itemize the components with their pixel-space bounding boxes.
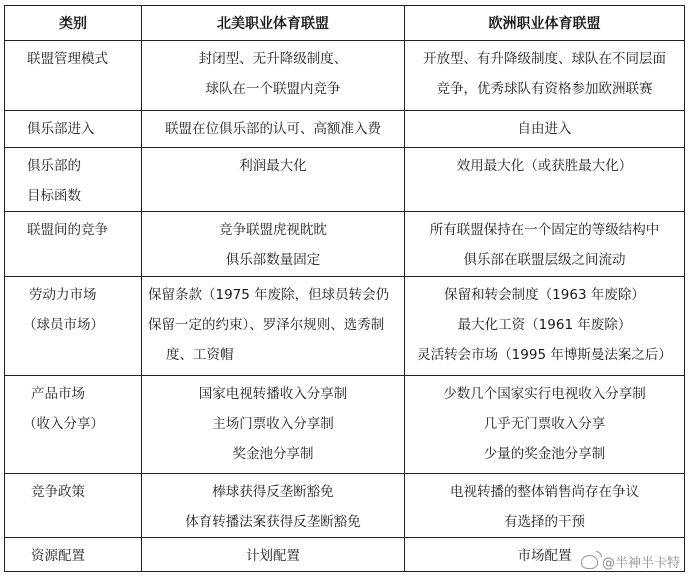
- row-north-america: [142, 212, 405, 277]
- row-europe: [405, 376, 685, 474]
- na-line: 竞争联盟虎视眈眈: [219, 222, 327, 238]
- na-line: 俱乐部数量固定: [225, 252, 321, 268]
- category-line: 劳动力市场: [29, 287, 97, 303]
- na-line: 保留一定的约束）、罗泽尔规则、选秀制: [148, 317, 385, 333]
- row-category: [5, 538, 142, 572]
- na-line: 球队在一个联盟内竞争: [205, 81, 341, 97]
- category-line: 联盟间的竞争: [27, 222, 108, 238]
- table-row: [5, 376, 685, 474]
- header-europe: 欧洲职业体育联盟: [405, 6, 685, 41]
- eu-line: 俱乐部在联盟层级之间流动: [463, 252, 626, 268]
- na-line: 封闭型、无升降级制度、: [198, 51, 348, 67]
- eu-line: 电视转播的整体销售尚存在争议: [450, 484, 639, 500]
- category-line: （收入分享）: [23, 416, 104, 432]
- na-line: 国家电视转播收入分享制: [198, 386, 348, 402]
- eu-line: 最大化工资（1961 年废除）: [457, 317, 632, 333]
- row-category: [5, 41, 142, 111]
- eu-line: 几乎无门票收入分享: [483, 416, 606, 432]
- category-line: 联盟管理模式: [27, 51, 108, 67]
- eu-line: 灵活转会市场（1995 年博斯曼法案之后）: [417, 347, 672, 363]
- comparison-table: [4, 5, 685, 572]
- row-category: [5, 111, 142, 148]
- row-category: [5, 376, 142, 474]
- category-line: 俱乐部的: [27, 158, 81, 174]
- table-header-row: [5, 6, 685, 41]
- row-europe: [405, 111, 685, 148]
- row-north-america: [142, 474, 405, 538]
- row-europe: [405, 41, 685, 111]
- na-line: 联盟在位俱乐部的认可、高额准入费: [165, 121, 381, 137]
- watermark-text: @半神半卡特: [601, 556, 680, 571]
- na-line: 计划配置: [246, 548, 300, 564]
- row-europe: [405, 212, 685, 277]
- row-north-america: [142, 41, 405, 111]
- na-line: 保留条款（1975 年废除，但球员转会仍: [148, 287, 390, 303]
- row-category: [5, 277, 142, 376]
- row-category: [5, 474, 142, 538]
- category-line: 资源配置: [31, 548, 85, 564]
- na-line: 利润最大化: [239, 158, 307, 174]
- eu-line: 开放型、有升降级制度、球队在不同层面: [423, 51, 666, 67]
- table-row: [5, 111, 685, 148]
- row-north-america: [142, 277, 405, 376]
- row-north-america: [142, 376, 405, 474]
- na-line: 棒球获得反垄断豁免: [212, 484, 334, 500]
- eu-line: 少数几个国家实行电视收入分享制: [443, 386, 646, 402]
- header-north-america: 北美职业体育联盟: [142, 6, 405, 41]
- category-line: 目标函数: [27, 188, 81, 204]
- row-europe: [405, 277, 685, 376]
- table-row: [5, 148, 685, 212]
- header-category: 类别: [5, 6, 142, 41]
- row-europe: [405, 148, 685, 212]
- table-row: [5, 41, 685, 111]
- na-line: 度、工资帽: [166, 347, 234, 363]
- na-line: 奖金池分享制: [232, 446, 314, 462]
- watermark: [581, 552, 680, 571]
- row-category: [5, 212, 142, 277]
- eu-line: 少量的奖金池分享制: [483, 446, 606, 462]
- eu-line: 自由进入: [517, 121, 572, 137]
- eu-line: 保留和转会制度（1963 年废除）: [444, 287, 645, 303]
- table-row: [5, 474, 685, 538]
- row-north-america: [142, 148, 405, 212]
- category-line: 产品市场: [31, 386, 85, 402]
- category-line: （球员市场）: [23, 317, 104, 333]
- na-line: 体育转播法案获得反垄断豁免: [185, 514, 361, 530]
- eu-line: 所有联盟保持在一个固定的等级结构中: [429, 222, 660, 238]
- table-row: [5, 277, 685, 376]
- weibo-icon: [581, 555, 598, 569]
- row-north-america: [142, 111, 405, 148]
- table-row: [5, 212, 685, 277]
- row-category: [5, 148, 142, 212]
- eu-line: 有选择的干预: [504, 514, 585, 530]
- eu-line: 市场配置: [517, 548, 572, 564]
- row-north-america: [142, 538, 405, 572]
- category-line: 俱乐部进入: [27, 121, 95, 137]
- category-line: 竞争政策: [31, 484, 85, 500]
- na-line: 主场门票收入分享制: [212, 416, 334, 432]
- eu-line: 效用最大化（或获胜最大化）: [456, 158, 633, 174]
- row-europe: [405, 474, 685, 538]
- eu-line: 竞争，优秀球队有资格参加欧洲联赛: [436, 81, 653, 97]
